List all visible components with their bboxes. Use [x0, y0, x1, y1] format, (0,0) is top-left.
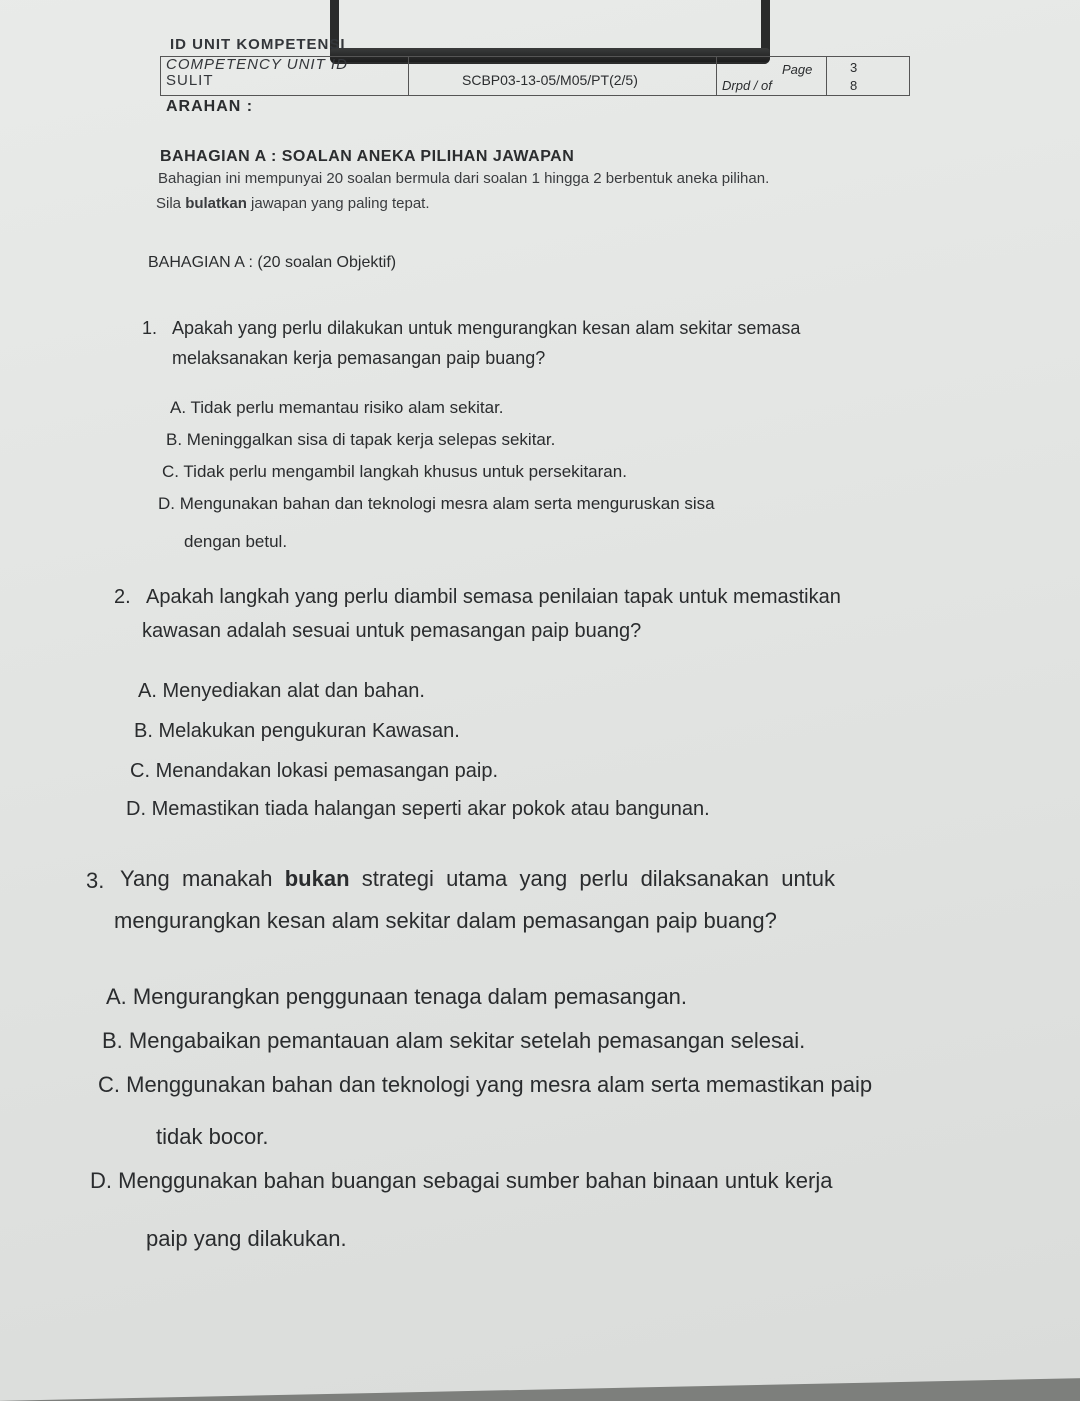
section-title: BAHAGIAN A : SOALAN ANEKA PILIHAN JAWAPAN: [160, 148, 575, 165]
page-label: Page: [782, 62, 813, 77]
option-c-continuation: tidak bocor.: [156, 1124, 269, 1149]
question-number: 2.: [114, 586, 131, 608]
question-text-line: melaksanakan kerja pemasangan paip buang?: [172, 348, 546, 368]
option-text: Menggunakan bahan buangan sebagai sumber bahan binaan untuk kerja: [118, 1168, 833, 1193]
emphasis-bulatkan: bulatkan: [185, 195, 247, 212]
document-code: SCBP03-13-05/M05/PT(2/5): [462, 72, 638, 88]
option-b[interactable]: [102, 1028, 805, 1054]
option-letter: D.: [126, 798, 146, 820]
option-letter: D.: [90, 1168, 112, 1193]
option-text: Menyediakan alat dan bahan.: [162, 680, 425, 702]
part-label: BAHAGIAN A : (20 soalan Objektif): [148, 254, 397, 271]
option-letter: B.: [134, 720, 153, 742]
option-letter: C.: [162, 462, 179, 481]
option-a[interactable]: [106, 984, 687, 1010]
question-text-line: mengurangkan kesan alam sekitar dalam pemasangan paip buang?: [114, 908, 777, 933]
emphasis-bukan: bukan: [284, 866, 350, 891]
option-d[interactable]: [90, 1168, 832, 1194]
option-letter: A.: [138, 680, 157, 702]
option-d-continuation: paip yang dilakukan.: [146, 1226, 347, 1251]
option-letter: A.: [106, 984, 127, 1009]
option-text: Mengurangkan penggunaan tenaga dalam pemasangan.: [132, 984, 688, 1009]
option-d[interactable]: [126, 798, 710, 821]
option-text: Melakukan pengukuran Kawasan.: [158, 720, 460, 742]
option-a[interactable]: [138, 680, 425, 703]
option-text: Menggunakan bahan dan teknologi yang mesra alam serta memastikan paip: [126, 1072, 873, 1097]
page-number: 3: [850, 60, 858, 75]
drpd-of-label: Drpd / of: [722, 78, 772, 93]
option-text: Memastikan tiada halangan seperti akar pokok atau bangunan.: [151, 798, 710, 820]
option-letter: C.: [98, 1072, 120, 1097]
option-letter: B.: [166, 430, 183, 449]
option-text: Meninggalkan sisa di tapak kerja selepas sekitar.: [186, 430, 556, 449]
question-text-line: Yang manakah bukan strategi utama yang perlu dilaksanakan untuk: [120, 866, 836, 891]
question-number: 1.: [142, 318, 158, 338]
option-c[interactable]: [130, 760, 498, 783]
option-letter: A.: [170, 398, 187, 417]
competency-unit-label: COMPETENCY UNIT ID: [166, 56, 348, 73]
arahan-heading: ARAHAN :: [166, 98, 254, 115]
option-letter: B.: [102, 1028, 123, 1053]
sulit-label: SULIT: [166, 72, 214, 89]
section-intro-line2: Sila bulatkan jawapan yang paling tepat.: [156, 195, 430, 212]
total-pages: 8: [850, 78, 858, 93]
option-b[interactable]: [166, 430, 555, 450]
option-c[interactable]: [98, 1072, 872, 1098]
option-b[interactable]: [134, 720, 460, 743]
question-number: 3.: [86, 868, 105, 893]
section-intro-line1: Bahagian ini mempunyai 20 soalan bermula dari soalan 1 hingga 2 berbentuk aneka pilihan.: [158, 170, 770, 187]
question-text-line: Apakah langkah yang perlu diambil semasa penilaian tapak untuk memastikan: [146, 586, 841, 608]
option-c[interactable]: [162, 462, 627, 482]
option-text: Tidak perlu mengambil langkah khusus untuk persekitaran.: [183, 462, 627, 481]
option-text: Menandakan lokasi pemasangan paip.: [155, 760, 499, 782]
option-text: Mengunakan bahan dan teknologi mesra alam serta menguruskan sisa: [179, 494, 715, 513]
option-text: Mengabaikan pemantauan alam sekitar setelah pemasangan selesai.: [128, 1028, 806, 1053]
question-text-line: kawasan adalah sesuai untuk pemasangan paip buang?: [142, 620, 642, 642]
option-letter: D.: [158, 494, 175, 513]
option-letter: C.: [130, 760, 150, 782]
option-text: Tidak perlu memantau risiko alam sekitar.: [190, 398, 504, 417]
question-text-line: Apakah yang perlu dilakukan untuk mengurangkan kesan alam sekitar semasa: [172, 318, 801, 338]
id-unit-label: ID UNIT KOMPETENSI: [170, 36, 346, 53]
option-d[interactable]: [158, 494, 715, 514]
option-d-continuation: dengan betul.: [184, 532, 288, 551]
option-a[interactable]: [170, 398, 504, 418]
